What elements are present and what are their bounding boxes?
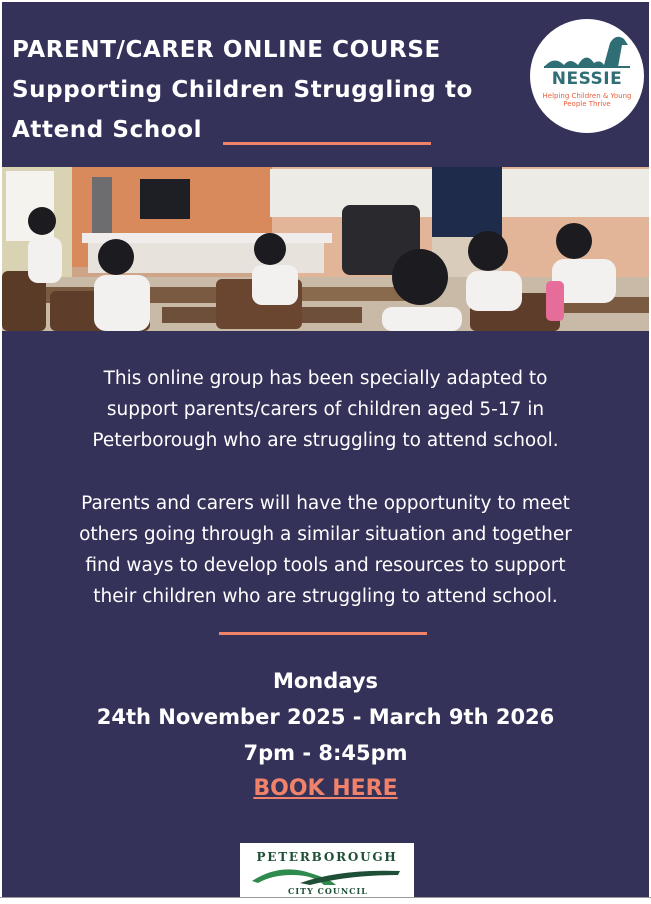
opportunity-paragraph [14, 488, 637, 612]
section-divider [219, 632, 427, 635]
course-time: 7pm - 8:45pm [243, 741, 408, 765]
river-swoosh-icon [240, 865, 414, 887]
opportunity-line: Parents and carers will have the opportunity to meet [81, 493, 570, 514]
council-name-bottom: CITY COUNCIL [288, 886, 368, 896]
opportunity-line: others going through a similar situation and together [79, 524, 572, 545]
council-name-top: PETERBOROUGH [256, 850, 398, 864]
nessie-logo [530, 19, 644, 133]
title-underline [223, 142, 431, 145]
logo-name: NESSIE [551, 69, 623, 89]
course-dates: 24th November 2025 - March 9th 2026 [96, 705, 555, 729]
intro-line: support parents/carers of children aged 5-17 in [106, 399, 545, 420]
poster [2, 2, 649, 897]
classroom-photo [2, 167, 649, 331]
title-line-1: PARENT/CARER ONLINE COURSE [12, 37, 441, 63]
intro-paragraph [14, 363, 637, 456]
logo-tagline: Helping Children & Young People Thrive [542, 92, 632, 108]
course-day: Mondays [272, 669, 379, 693]
course-title [12, 30, 532, 150]
intro-line: This online group has been specially adapted to [103, 368, 548, 389]
opportunity-line: their children who are struggling to attend school. [93, 586, 558, 607]
peterborough-council-logo [240, 843, 414, 897]
title-line-2: Supporting Children Struggling to [12, 77, 473, 103]
intro-line: Peterborough who are struggling to attend school. [92, 430, 559, 451]
book-here-link[interactable]: BOOK HERE [253, 776, 398, 801]
title-line-3: Attend School [12, 117, 203, 143]
opportunity-line: find ways to develop tools and resources to support [85, 555, 566, 576]
